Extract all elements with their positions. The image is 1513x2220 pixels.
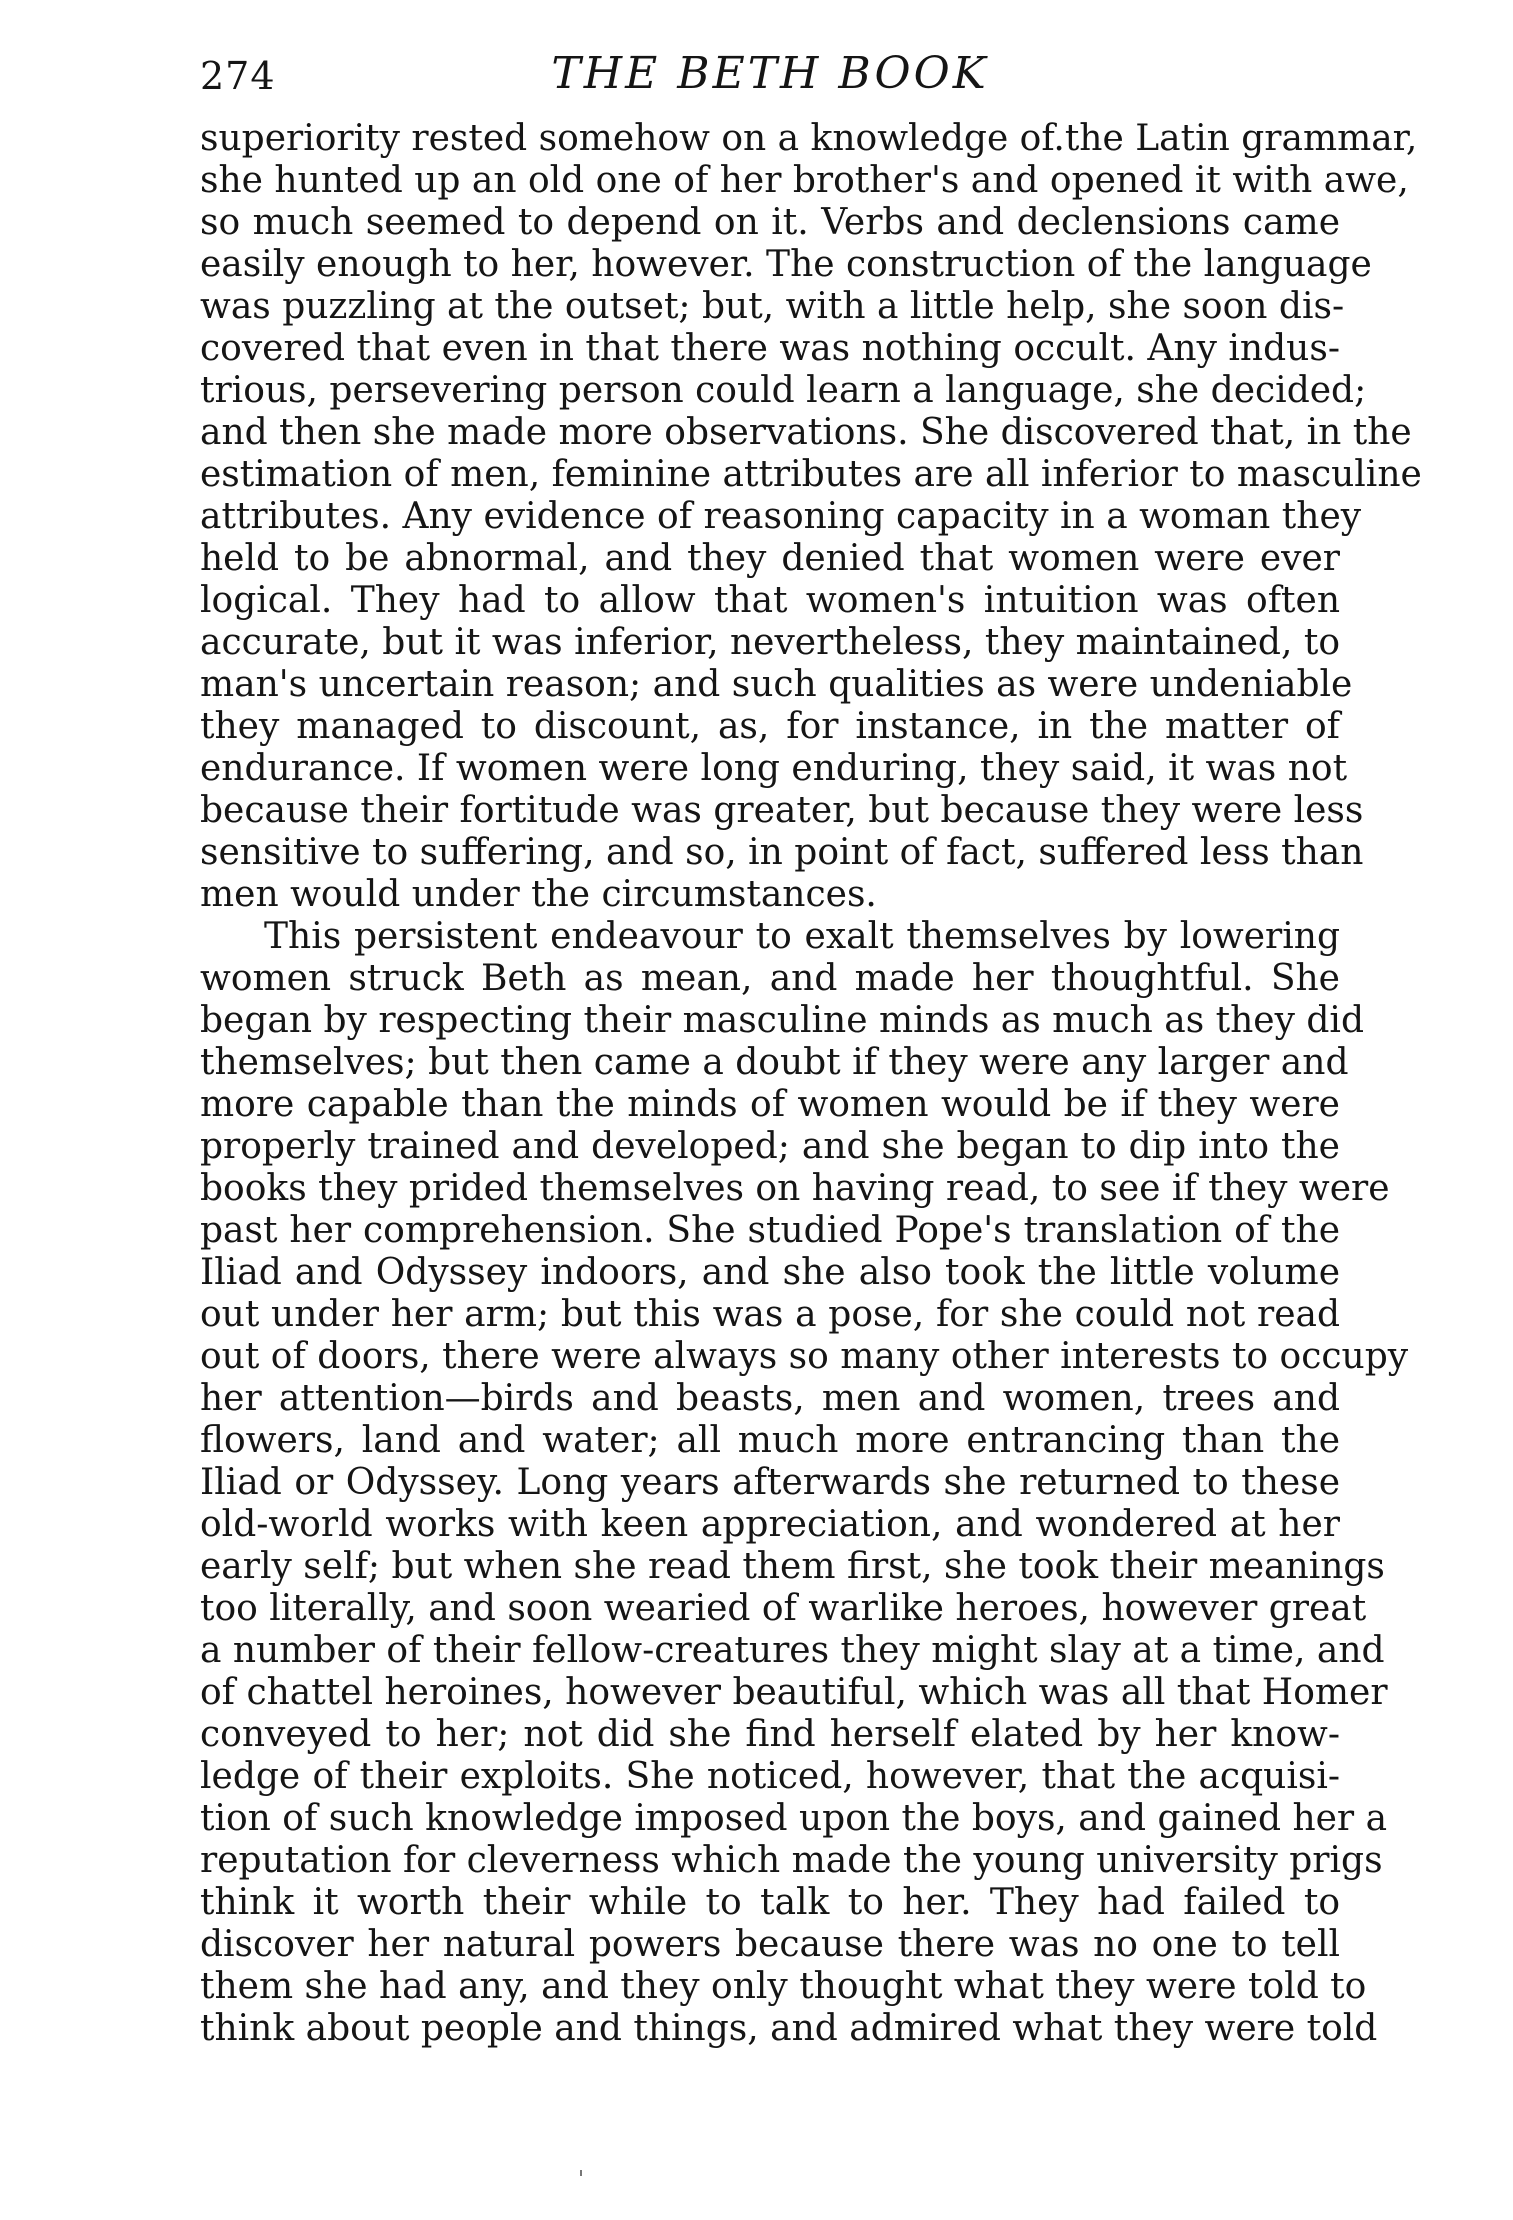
print-speck xyxy=(580,2170,582,2176)
text-line: men would under the circumstances. xyxy=(200,874,877,915)
text-line: tion of such knowledge imposed upon the boys, and gained her a xyxy=(200,1798,1388,1839)
text-line: was puzzling at the outset; but, with a little help, she soon dis- xyxy=(200,286,1345,327)
text-line: out under her arm; but this was a pose, for she could not read xyxy=(200,1294,1340,1335)
text-line: think about people and things, and admired what they were told xyxy=(200,2008,1378,2049)
text-line: This persistent endeavour to exalt themselves by lowering xyxy=(264,916,1340,957)
text-line: so much seemed to depend on it. Verbs and declensions came xyxy=(200,202,1340,243)
text-line: early self; but when she read them first, she took their meanings xyxy=(200,1546,1385,1587)
text-line: ledge of their exploits. She noticed, however, that the acquisi- xyxy=(200,1756,1340,1797)
text-line: properly trained and developed; and she began to dip into the xyxy=(200,1126,1340,1167)
text-line: easily enough to her, however. The construction of the language xyxy=(200,244,1372,285)
text-line: a number of their fellow-creatures they might slay at a time, and xyxy=(200,1630,1385,1671)
text-line: accurate, but it was inferior, nevertheless, they maintained, to xyxy=(200,622,1340,663)
text-line: conveyed to her; not did she find herself elated by her know- xyxy=(200,1714,1340,1755)
text-line: too literally, and soon wearied of warlike heroes, however great xyxy=(200,1588,1367,1629)
text-line: think it worth their while to talk to her. They had failed to xyxy=(200,1882,1340,1923)
text-line: held to be abnormal, and they denied that women were ever xyxy=(200,538,1340,579)
text-line: reputation for cleverness which made the young university prigs xyxy=(200,1840,1383,1881)
text-line: discover her natural powers because there was no one to tell xyxy=(200,1924,1340,1965)
text-line: old-world works with keen appreciation, and wondered at her xyxy=(200,1504,1340,1545)
text-line: of chattel heroines, however beautiful, which was all that Homer xyxy=(200,1672,1388,1713)
page-number: 274 xyxy=(200,54,276,98)
text-line: out of doors, there were always so many other interests to occupy xyxy=(200,1336,1409,1377)
text-line: themselves; but then came a doubt if they were any larger and xyxy=(200,1042,1349,1083)
text-line: them she had any, and they only thought what they were told to xyxy=(200,1966,1367,2007)
text-line: she hunted up an old one of her brother's and opened it with awe, xyxy=(200,160,1409,201)
text-line: they managed to discount, as, for instance, in the matter of xyxy=(200,706,1340,747)
text-line: Iliad and Odyssey indoors, and she also took the little volume xyxy=(200,1252,1340,1293)
text-line: covered that even in that there was nothing occult. Any indus- xyxy=(200,328,1340,369)
text-line: trious, persevering person could learn a language, she decided; xyxy=(200,370,1367,411)
text-line: more capable than the minds of women would be if they were xyxy=(200,1084,1340,1125)
text-line: past her comprehension. She studied Pope's translation of the xyxy=(200,1210,1340,1251)
text-line: books they prided themselves on having read, to see if they were xyxy=(200,1168,1390,1209)
text-line: flowers, land and water; all much more entrancing than the xyxy=(200,1420,1340,1461)
text-line: her attention—birds and beasts, men and women, trees and xyxy=(200,1378,1340,1419)
text-line: Iliad or Odyssey. Long years afterwards she returned to these xyxy=(200,1462,1340,1503)
text-line: logical. They had to allow that women's intuition was often xyxy=(200,580,1340,621)
paragraph xyxy=(200,118,1422,916)
text-line: began by respecting their masculine minds as much as they did xyxy=(200,1000,1364,1041)
text-line: attributes. Any evidence of reasoning capacity in a woman they xyxy=(200,496,1362,537)
page-header xyxy=(200,48,1340,108)
text-line: man's uncertain reason; and such qualities as were undeniable xyxy=(200,664,1353,705)
text-line: sensitive to suffering, and so, in point of fact, suffered less than xyxy=(200,832,1364,873)
text-line: and then she made more observations. She discovered that, in the xyxy=(200,412,1412,453)
text-line: estimation of men, feminine attributes are all inferior to masculine xyxy=(200,454,1422,495)
text-line: because their fortitude was greater, but because they were less xyxy=(200,790,1364,831)
body-text xyxy=(200,118,1422,2050)
text-line: superiority rested somehow on a knowledge of.the Latin grammar, xyxy=(200,118,1418,159)
paragraph xyxy=(200,916,1409,2050)
text-line: women struck Beth as mean, and made her thoughtful. She xyxy=(200,958,1340,999)
text-line: endurance. If women were long enduring, they said, it was not xyxy=(200,748,1348,789)
running-title: THE BETH BOOK xyxy=(551,48,989,99)
